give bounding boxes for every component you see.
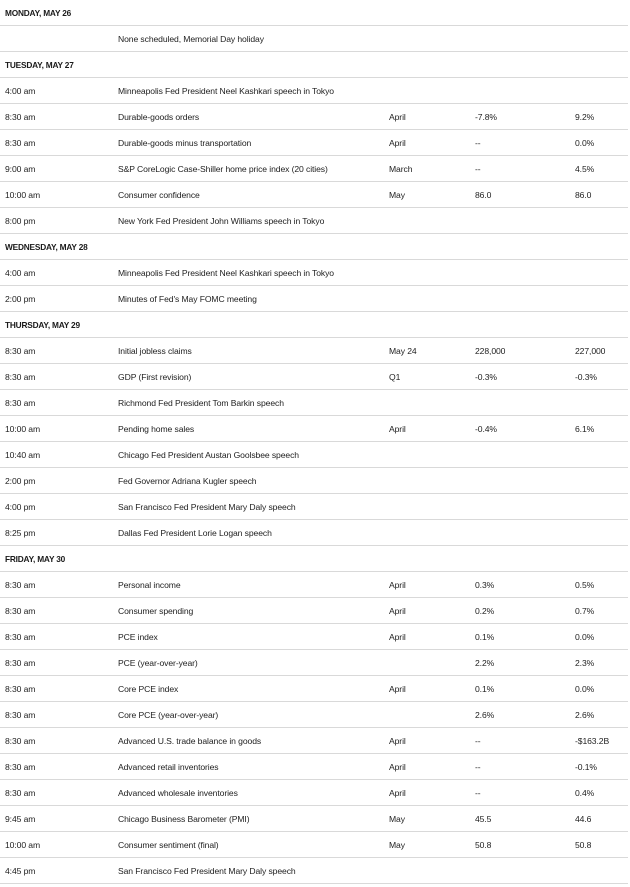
event-time: 8:30 am xyxy=(5,606,36,616)
event-name: Initial jobless claims xyxy=(118,346,192,356)
event-previous: 0.0% xyxy=(575,684,595,694)
event-name: Richmond Fed President Tom Barkin speech xyxy=(118,398,284,408)
event-previous: 227,000 xyxy=(575,346,606,356)
table-row xyxy=(0,624,628,650)
table-row xyxy=(0,156,628,182)
event-name: None scheduled, Memorial Day holiday xyxy=(118,34,264,44)
table-row xyxy=(0,416,628,442)
event-previous: 2.3% xyxy=(575,658,595,668)
table-row xyxy=(0,702,628,728)
day-header xyxy=(0,312,628,338)
event-name: Durable-goods orders xyxy=(118,112,200,122)
event-forecast: -- xyxy=(475,138,481,148)
table-row xyxy=(0,650,628,676)
event-forecast: -- xyxy=(475,788,481,798)
event-name: Chicago Business Barometer (PMI) xyxy=(118,814,250,824)
table-row xyxy=(0,494,628,520)
event-time: 8:30 am xyxy=(5,710,36,720)
event-previous: 0.0% xyxy=(575,632,595,642)
event-name: Minutes of Fed's May FOMC meeting xyxy=(118,294,257,304)
table-row xyxy=(0,26,628,52)
event-time: 8:30 am xyxy=(5,736,36,746)
event-name: Consumer sentiment (final) xyxy=(118,840,219,850)
event-name: Personal income xyxy=(118,580,181,590)
event-time: 8:00 pm xyxy=(5,216,36,226)
event-period: April xyxy=(389,632,406,642)
event-previous: 4.5% xyxy=(575,164,595,174)
event-time: 8:30 am xyxy=(5,138,36,148)
table-row xyxy=(0,104,628,130)
day-header xyxy=(0,0,628,26)
event-time: 8:30 am xyxy=(5,372,36,382)
table-row xyxy=(0,520,628,546)
event-time: 10:00 am xyxy=(5,424,41,434)
event-period: April xyxy=(389,684,406,694)
event-time: 4:45 pm xyxy=(5,866,36,876)
table-row xyxy=(0,572,628,598)
event-forecast: 2.2% xyxy=(475,658,495,668)
event-previous: 50.8 xyxy=(575,840,592,850)
event-previous: 44.6 xyxy=(575,814,592,824)
event-name: Durable-goods minus transportation xyxy=(118,138,252,148)
event-name: Consumer confidence xyxy=(118,190,200,200)
table-row xyxy=(0,364,628,390)
event-period: May xyxy=(389,840,405,850)
day-header xyxy=(0,52,628,78)
event-time: 10:40 am xyxy=(5,450,41,460)
event-time: 8:25 pm xyxy=(5,528,36,538)
event-period: April xyxy=(389,788,406,798)
table-row xyxy=(0,754,628,780)
event-period: April xyxy=(389,138,406,148)
table-row xyxy=(0,390,628,416)
table-row xyxy=(0,858,628,884)
table-row xyxy=(0,442,628,468)
event-name: S&P CoreLogic Case-Shiller home price index (20 cities) xyxy=(118,164,328,174)
event-name: Pending home sales xyxy=(118,424,195,434)
event-time: 8:30 am xyxy=(5,580,36,590)
event-forecast: 45.5 xyxy=(475,814,492,824)
event-time: 9:00 am xyxy=(5,164,36,174)
table-row xyxy=(0,806,628,832)
event-forecast: -- xyxy=(475,736,481,746)
event-previous: 0.5% xyxy=(575,580,595,590)
event-time: 8:30 am xyxy=(5,398,36,408)
event-forecast: 0.1% xyxy=(475,684,495,694)
day-header xyxy=(0,546,628,572)
event-name: New York Fed President John Williams speech in Tokyo xyxy=(118,216,325,226)
event-forecast: -0.3% xyxy=(475,372,497,382)
event-forecast: 2.6% xyxy=(475,710,495,720)
event-name: Minneapolis Fed President Neel Kashkari speech in Tokyo xyxy=(118,86,334,96)
event-name: PCE index xyxy=(118,632,158,642)
event-time: 9:45 am xyxy=(5,814,36,824)
event-time: 8:30 am xyxy=(5,658,36,668)
event-name: San Francisco Fed President Mary Daly speech xyxy=(118,866,296,876)
event-previous: -$163.2B xyxy=(575,736,610,746)
event-previous: 86.0 xyxy=(575,190,592,200)
event-time: 8:30 am xyxy=(5,632,36,642)
event-period: April xyxy=(389,112,406,122)
event-name: Minneapolis Fed President Neel Kashkari speech in Tokyo xyxy=(118,268,334,278)
day-label: FRIDAY, MAY 30 xyxy=(5,554,66,564)
event-time: 8:30 am xyxy=(5,788,36,798)
table-row xyxy=(0,780,628,806)
table-row xyxy=(0,286,628,312)
event-forecast: 0.2% xyxy=(475,606,495,616)
event-name: Advanced retail inventories xyxy=(118,762,219,772)
event-period: May xyxy=(389,190,405,200)
event-time: 8:30 am xyxy=(5,684,36,694)
event-forecast: 0.1% xyxy=(475,632,495,642)
event-time: 8:30 am xyxy=(5,346,36,356)
event-period: April xyxy=(389,762,406,772)
event-time: 8:30 am xyxy=(5,112,36,122)
event-period: April xyxy=(389,580,406,590)
event-period: April xyxy=(389,424,406,434)
table-row xyxy=(0,598,628,624)
event-previous: 9.2% xyxy=(575,112,595,122)
event-period: March xyxy=(389,164,413,174)
event-forecast: 228,000 xyxy=(475,346,506,356)
event-forecast: -- xyxy=(475,164,481,174)
event-forecast: -0.4% xyxy=(475,424,497,434)
event-forecast: 50.8 xyxy=(475,840,492,850)
event-time: 4:00 am xyxy=(5,86,36,96)
event-forecast: 0.3% xyxy=(475,580,495,590)
event-name: Advanced U.S. trade balance in goods xyxy=(118,736,262,746)
event-previous: -0.3% xyxy=(575,372,597,382)
event-time: 4:00 am xyxy=(5,268,36,278)
event-name: Core PCE index xyxy=(118,684,179,694)
event-name: PCE (year-over-year) xyxy=(118,658,198,668)
table-row xyxy=(0,676,628,702)
event-previous: 2.6% xyxy=(575,710,595,720)
table-row xyxy=(0,338,628,364)
event-period: April xyxy=(389,606,406,616)
event-forecast: -7.8% xyxy=(475,112,497,122)
event-name: Core PCE (year-over-year) xyxy=(118,710,219,720)
table-row xyxy=(0,182,628,208)
table-row xyxy=(0,78,628,104)
table-row xyxy=(0,832,628,858)
event-period: April xyxy=(389,736,406,746)
event-name: Fed Governor Adriana Kugler speech xyxy=(118,476,257,486)
event-name: Dallas Fed President Lorie Logan speech xyxy=(118,528,272,538)
event-period: Q1 xyxy=(389,372,401,382)
table-row xyxy=(0,130,628,156)
day-header xyxy=(0,234,628,260)
event-time: 8:30 am xyxy=(5,762,36,772)
event-forecast: 86.0 xyxy=(475,190,492,200)
event-name: San Francisco Fed President Mary Daly speech xyxy=(118,502,296,512)
day-label: THURSDAY, MAY 29 xyxy=(5,320,80,330)
event-period: May xyxy=(389,814,405,824)
event-previous: 0.4% xyxy=(575,788,595,798)
event-time: 10:00 am xyxy=(5,190,41,200)
event-time: 10:00 am xyxy=(5,840,41,850)
table-row xyxy=(0,260,628,286)
event-name: Advanced wholesale inventories xyxy=(118,788,238,798)
event-period: May 24 xyxy=(389,346,417,356)
day-label: MONDAY, MAY 26 xyxy=(5,8,72,18)
day-label: TUESDAY, MAY 27 xyxy=(5,60,74,70)
event-previous: -0.1% xyxy=(575,762,597,772)
event-time: 2:00 pm xyxy=(5,476,36,486)
event-forecast: -- xyxy=(475,762,481,772)
event-previous: 0.7% xyxy=(575,606,595,616)
event-time: 2:00 pm xyxy=(5,294,36,304)
event-name: GDP (First revision) xyxy=(118,372,192,382)
event-name: Consumer spending xyxy=(118,606,194,616)
event-previous: 6.1% xyxy=(575,424,595,434)
day-label: WEDNESDAY, MAY 28 xyxy=(5,242,88,252)
event-name: Chicago Fed President Austan Goolsbee speech xyxy=(118,450,299,460)
event-previous: 0.0% xyxy=(575,138,595,148)
event-time: 4:00 pm xyxy=(5,502,36,512)
table-row xyxy=(0,208,628,234)
table-row xyxy=(0,728,628,754)
table-row xyxy=(0,468,628,494)
